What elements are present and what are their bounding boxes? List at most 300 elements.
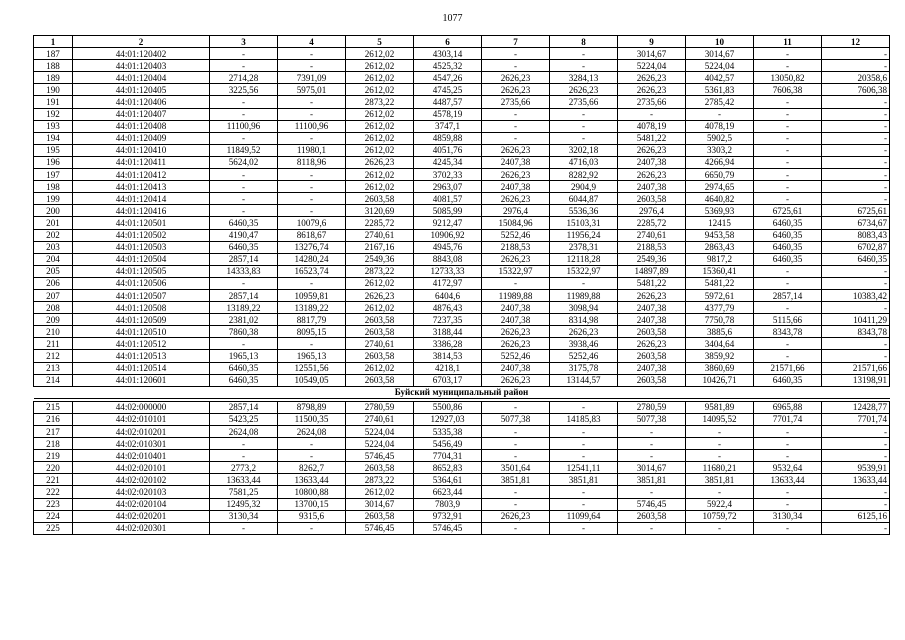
value-cell: 2773,2 [210,462,278,474]
value-cell: 15322,97 [482,265,550,277]
value-cell: 13633,44 [278,474,346,486]
value-cell: - [822,486,890,498]
value-cell: 4303,14 [414,48,482,60]
value-cell: - [278,277,346,289]
value-cell: 3501,64 [482,462,550,474]
table-row [34,96,890,108]
cadastral-code-cell: 44:01:120505 [73,265,210,277]
value-cell: 2188,53 [482,241,550,253]
value-cell: - [822,338,890,350]
value-cell: - [550,401,618,413]
row-number-cell: 187 [34,48,73,60]
value-cell: 7237,35 [414,314,482,326]
value-cell: 2167,16 [346,241,414,253]
value-cell: 2603,58 [346,326,414,338]
value-cell: - [686,450,754,462]
column-header: 2 [73,36,210,48]
cadastral-code-cell: 44:01:120412 [73,169,210,181]
value-cell: 4716,03 [550,156,618,168]
row-number-cell: 216 [34,413,73,425]
cadastral-code-cell: 44:02:020102 [73,474,210,486]
value-cell: 2857,14 [210,253,278,265]
table-body-section-a [34,48,890,387]
value-cell: - [550,486,618,498]
cadastral-code-cell: 44:02:020101 [73,462,210,474]
value-cell: 4876,43 [414,302,482,314]
value-cell: 2407,38 [618,181,686,193]
cadastral-code-cell: 44:01:120416 [73,205,210,217]
value-cell: - [210,169,278,181]
header-row [34,36,890,48]
cadastral-code-cell: 44:01:120413 [73,181,210,193]
value-cell: 2407,38 [482,362,550,374]
value-cell: 5746,45 [346,450,414,462]
value-cell: 5481,22 [686,277,754,289]
value-cell: 9532,64 [754,462,822,474]
value-cell: - [822,120,890,132]
value-cell: - [754,48,822,60]
value-cell: 2612,02 [346,120,414,132]
value-cell: - [822,144,890,156]
table-row [34,265,890,277]
value-cell: - [482,120,550,132]
value-cell: 2603,58 [346,510,414,522]
row-number-cell: 218 [34,438,73,450]
value-cell: 10549,05 [278,374,346,386]
value-cell: - [822,96,890,108]
value-cell: 3130,34 [210,510,278,522]
row-number-cell: 213 [34,362,73,374]
value-cell: - [754,498,822,510]
value-cell: - [482,498,550,510]
cadastral-code-cell: 44:01:120409 [73,132,210,144]
value-cell: 12415 [686,217,754,229]
value-cell: 2612,02 [346,181,414,193]
table-row [34,241,890,253]
table-row [34,108,890,120]
value-cell: 5077,38 [618,413,686,425]
value-cell: - [822,438,890,450]
value-cell: 6460,35 [754,229,822,241]
value-cell: 11849,52 [210,144,278,156]
value-cell: 3098,94 [550,302,618,314]
value-cell: 20358,6 [822,72,890,84]
value-cell: 4640,82 [686,193,754,205]
value-cell: 14280,24 [278,253,346,265]
value-cell: - [550,132,618,144]
value-cell: 5481,22 [618,132,686,144]
row-number-cell: 211 [34,338,73,350]
value-cell: 2612,02 [346,84,414,96]
table-row [34,498,890,510]
value-cell: 12541,11 [550,462,618,474]
value-cell: 2740,61 [618,229,686,241]
row-number-cell: 193 [34,120,73,132]
value-cell: 7750,78 [686,314,754,326]
value-cell: 6404,6 [414,289,482,301]
value-cell: 4190,47 [210,229,278,241]
value-cell: 2381,02 [210,314,278,326]
value-cell: 3225,56 [210,84,278,96]
value-cell: 6965,88 [754,401,822,413]
column-header: 8 [550,36,618,48]
value-cell: 4078,19 [618,120,686,132]
value-cell: 13700,15 [278,498,346,510]
table-row [34,84,890,96]
value-cell: 2603,58 [346,314,414,326]
value-cell: 2740,61 [346,229,414,241]
value-cell: - [754,350,822,362]
value-cell: 11099,64 [550,510,618,522]
value-cell: 4172,97 [414,277,482,289]
value-cell: - [754,144,822,156]
value-cell: 2626,23 [482,84,550,96]
value-cell: 2626,23 [482,144,550,156]
value-cell: 5975,01 [278,84,346,96]
value-cell: 5252,46 [482,350,550,362]
value-cell: 13050,82 [754,72,822,84]
value-cell: 10426,71 [686,374,754,386]
value-cell: 7606,38 [822,84,890,96]
value-cell: - [822,265,890,277]
value-cell: - [618,438,686,450]
value-cell: 5224,04 [346,438,414,450]
cadastral-code-cell: 44:02:020201 [73,510,210,522]
value-cell: 3851,81 [686,474,754,486]
value-cell: 2407,38 [482,314,550,326]
value-cell: 12428,77 [822,401,890,413]
table-row [34,362,890,374]
value-cell: - [482,60,550,72]
table-row [34,302,890,314]
value-cell: 6460,35 [754,374,822,386]
data-table [33,35,890,535]
value-cell: 2626,23 [482,253,550,265]
value-cell: 2740,61 [346,413,414,425]
value-cell: - [686,522,754,534]
value-cell: 2873,22 [346,265,414,277]
value-cell: - [210,181,278,193]
value-cell: 6460,35 [210,362,278,374]
value-cell: 2285,72 [618,217,686,229]
value-cell: 5624,02 [210,156,278,168]
value-cell: 8282,92 [550,169,618,181]
value-cell: 11100,96 [210,120,278,132]
value-cell: 11680,21 [686,462,754,474]
value-cell: - [754,426,822,438]
table-row [34,413,890,425]
value-cell: 3120,69 [346,205,414,217]
row-number-cell: 222 [34,486,73,498]
value-cell: 2974,65 [686,181,754,193]
value-cell: 2626,23 [618,144,686,156]
table-row [34,156,890,168]
value-cell: 11500,35 [278,413,346,425]
value-cell: 2626,23 [482,374,550,386]
value-cell: 5335,38 [414,426,482,438]
value-cell: 2626,23 [618,72,686,84]
value-cell: 5369,93 [686,205,754,217]
column-header: 6 [414,36,482,48]
value-cell: 8314,98 [550,314,618,326]
value-cell: 9453,58 [686,229,754,241]
table-row [34,474,890,486]
value-cell: 7704,31 [414,450,482,462]
value-cell: - [278,60,346,72]
value-cell: 5077,38 [482,413,550,425]
value-cell: - [822,132,890,144]
table-body-section-b [34,401,890,534]
value-cell: 2612,02 [346,60,414,72]
value-cell: 2407,38 [482,156,550,168]
value-cell: 11989,88 [482,289,550,301]
value-cell: 4945,76 [414,241,482,253]
value-cell: - [822,302,890,314]
row-number-cell: 220 [34,462,73,474]
row-number-cell: 223 [34,498,73,510]
value-cell: 12733,33 [414,265,482,277]
value-cell: 2603,58 [618,510,686,522]
value-cell: 7803,9 [414,498,482,510]
value-cell: 5746,45 [618,498,686,510]
value-cell: 15103,31 [550,217,618,229]
value-cell: 6460,35 [210,241,278,253]
value-cell: - [482,277,550,289]
value-cell: 8118,96 [278,156,346,168]
value-cell: 2612,02 [346,48,414,60]
row-number-cell: 194 [34,132,73,144]
value-cell: 11980,1 [278,144,346,156]
value-cell: - [822,108,890,120]
value-cell: - [822,277,890,289]
value-cell: 8652,83 [414,462,482,474]
value-cell: 7860,38 [210,326,278,338]
value-cell: 10800,88 [278,486,346,498]
row-number-cell: 197 [34,169,73,181]
value-cell: - [482,522,550,534]
value-cell: - [210,277,278,289]
value-cell: - [278,132,346,144]
value-cell: - [618,450,686,462]
cadastral-code-cell: 44:02:010301 [73,438,210,450]
value-cell: 2626,23 [346,289,414,301]
value-cell: 4745,25 [414,84,482,96]
value-cell: 2549,36 [346,253,414,265]
value-cell: 2976,4 [618,205,686,217]
row-number-cell: 221 [34,474,73,486]
value-cell: - [686,486,754,498]
cadastral-code-cell: 44:01:120504 [73,253,210,265]
value-cell: 14897,89 [618,265,686,277]
value-cell: 6460,35 [822,253,890,265]
value-cell: 8798,89 [278,401,346,413]
cadastral-code-cell: 44:01:120514 [73,362,210,374]
value-cell: 3851,81 [618,474,686,486]
row-number-cell: 202 [34,229,73,241]
value-cell: - [482,132,550,144]
value-cell: 2285,72 [346,217,414,229]
value-cell: 2626,23 [618,289,686,301]
value-cell: 9817,2 [686,253,754,265]
value-cell: 13198,91 [822,374,890,386]
value-cell: 13633,44 [754,474,822,486]
table-row [34,401,890,413]
value-cell: 3747,1 [414,120,482,132]
value-cell: - [754,108,822,120]
value-cell: 2714,28 [210,72,278,84]
value-cell: - [754,338,822,350]
row-number-cell: 215 [34,401,73,413]
value-cell: - [754,193,822,205]
value-cell: 8618,67 [278,229,346,241]
value-cell: 3014,67 [686,48,754,60]
value-cell: 6623,44 [414,486,482,498]
value-cell: 6460,35 [210,217,278,229]
value-cell: - [754,450,822,462]
table-row [34,462,890,474]
value-cell: - [754,156,822,168]
cadastral-code-cell: 44:01:120407 [73,108,210,120]
cadastral-code-cell: 44:01:120510 [73,326,210,338]
value-cell: - [550,60,618,72]
value-cell: 2603,58 [346,374,414,386]
value-cell: 3130,34 [754,510,822,522]
column-header: 4 [278,36,346,48]
value-cell: - [482,438,550,450]
table-row [34,374,890,386]
column-header: 12 [822,36,890,48]
table-row [34,144,890,156]
table-row [34,486,890,498]
value-cell: - [482,486,550,498]
value-cell: 2603,58 [346,350,414,362]
value-cell: - [822,60,890,72]
value-cell: 3303,2 [686,144,754,156]
value-cell: 9212,47 [414,217,482,229]
value-cell: 9732,91 [414,510,482,522]
value-cell: 7581,25 [210,486,278,498]
table-row [34,60,890,72]
value-cell: 2963,07 [414,181,482,193]
value-cell: 8343,78 [822,326,890,338]
value-cell: 2188,53 [618,241,686,253]
value-cell: - [278,522,346,534]
value-cell: - [822,426,890,438]
value-cell: 2626,23 [482,169,550,181]
value-cell: 2612,02 [346,277,414,289]
cadastral-code-cell: 44:01:120501 [73,217,210,229]
table-row [34,426,890,438]
value-cell: - [278,338,346,350]
row-number-cell: 195 [34,144,73,156]
value-cell: 12927,03 [414,413,482,425]
cadastral-code-cell: 44:01:120402 [73,48,210,60]
value-cell: 2780,59 [346,401,414,413]
value-cell: 6702,87 [822,241,890,253]
row-number-cell: 208 [34,302,73,314]
table-row [34,193,890,205]
value-cell: 15360,41 [686,265,754,277]
table-row [34,522,890,534]
value-cell: 13633,44 [210,474,278,486]
value-cell: 10383,42 [822,289,890,301]
row-number-cell: 204 [34,253,73,265]
cadastral-code-cell: 44:01:120408 [73,120,210,132]
value-cell: 2863,43 [686,241,754,253]
value-cell: 2626,23 [482,72,550,84]
value-cell: 4266,94 [686,156,754,168]
value-cell: 3014,67 [346,498,414,510]
value-cell: 14185,83 [550,413,618,425]
value-cell: 21571,66 [754,362,822,374]
value-cell: - [686,108,754,120]
value-cell: 2603,58 [618,374,686,386]
value-cell: 15322,97 [550,265,618,277]
value-cell: 6125,16 [822,510,890,522]
value-cell: 13633,44 [822,474,890,486]
value-cell: - [754,438,822,450]
value-cell: 3938,46 [550,338,618,350]
value-cell: - [550,48,618,60]
value-cell: 3851,81 [550,474,618,486]
value-cell: 2626,23 [550,326,618,338]
value-cell: 5902,5 [686,132,754,144]
cadastral-code-cell: 44:02:000000 [73,401,210,413]
value-cell: - [754,132,822,144]
value-cell: 2857,14 [210,401,278,413]
value-cell: - [210,205,278,217]
cadastral-code-cell: 44:01:120512 [73,338,210,350]
value-cell: 5364,61 [414,474,482,486]
value-cell: 2407,38 [618,302,686,314]
value-cell: 4245,34 [414,156,482,168]
table-row [34,338,890,350]
cadastral-code-cell: 44:01:120507 [73,289,210,301]
value-cell: 5224,04 [346,426,414,438]
value-cell: 3859,92 [686,350,754,362]
value-cell: - [278,48,346,60]
value-cell: 8262,7 [278,462,346,474]
value-cell: 5922,4 [686,498,754,510]
cadastral-code-cell: 44:02:010201 [73,426,210,438]
value-cell: - [482,450,550,462]
value-cell: 2626,23 [482,510,550,522]
table-row [34,438,890,450]
value-cell: - [210,438,278,450]
value-cell: 2407,38 [482,181,550,193]
value-cell: 8843,08 [414,253,482,265]
value-cell: 5456,49 [414,438,482,450]
value-cell: 2612,02 [346,108,414,120]
value-cell: 2857,14 [754,289,822,301]
row-number-cell: 210 [34,326,73,338]
column-header: 10 [686,36,754,48]
value-cell: 4525,32 [414,60,482,72]
value-cell: 5085,99 [414,205,482,217]
value-cell: 21571,66 [822,362,890,374]
value-cell: - [278,169,346,181]
value-cell: - [550,108,618,120]
value-cell: 2976,4 [482,205,550,217]
cadastral-code-cell: 44:01:120502 [73,229,210,241]
value-cell: 2873,22 [346,96,414,108]
value-cell: 3386,28 [414,338,482,350]
table-row [34,205,890,217]
value-cell: - [278,205,346,217]
value-cell: 9539,91 [822,462,890,474]
value-cell: - [278,193,346,205]
table-row [34,229,890,241]
